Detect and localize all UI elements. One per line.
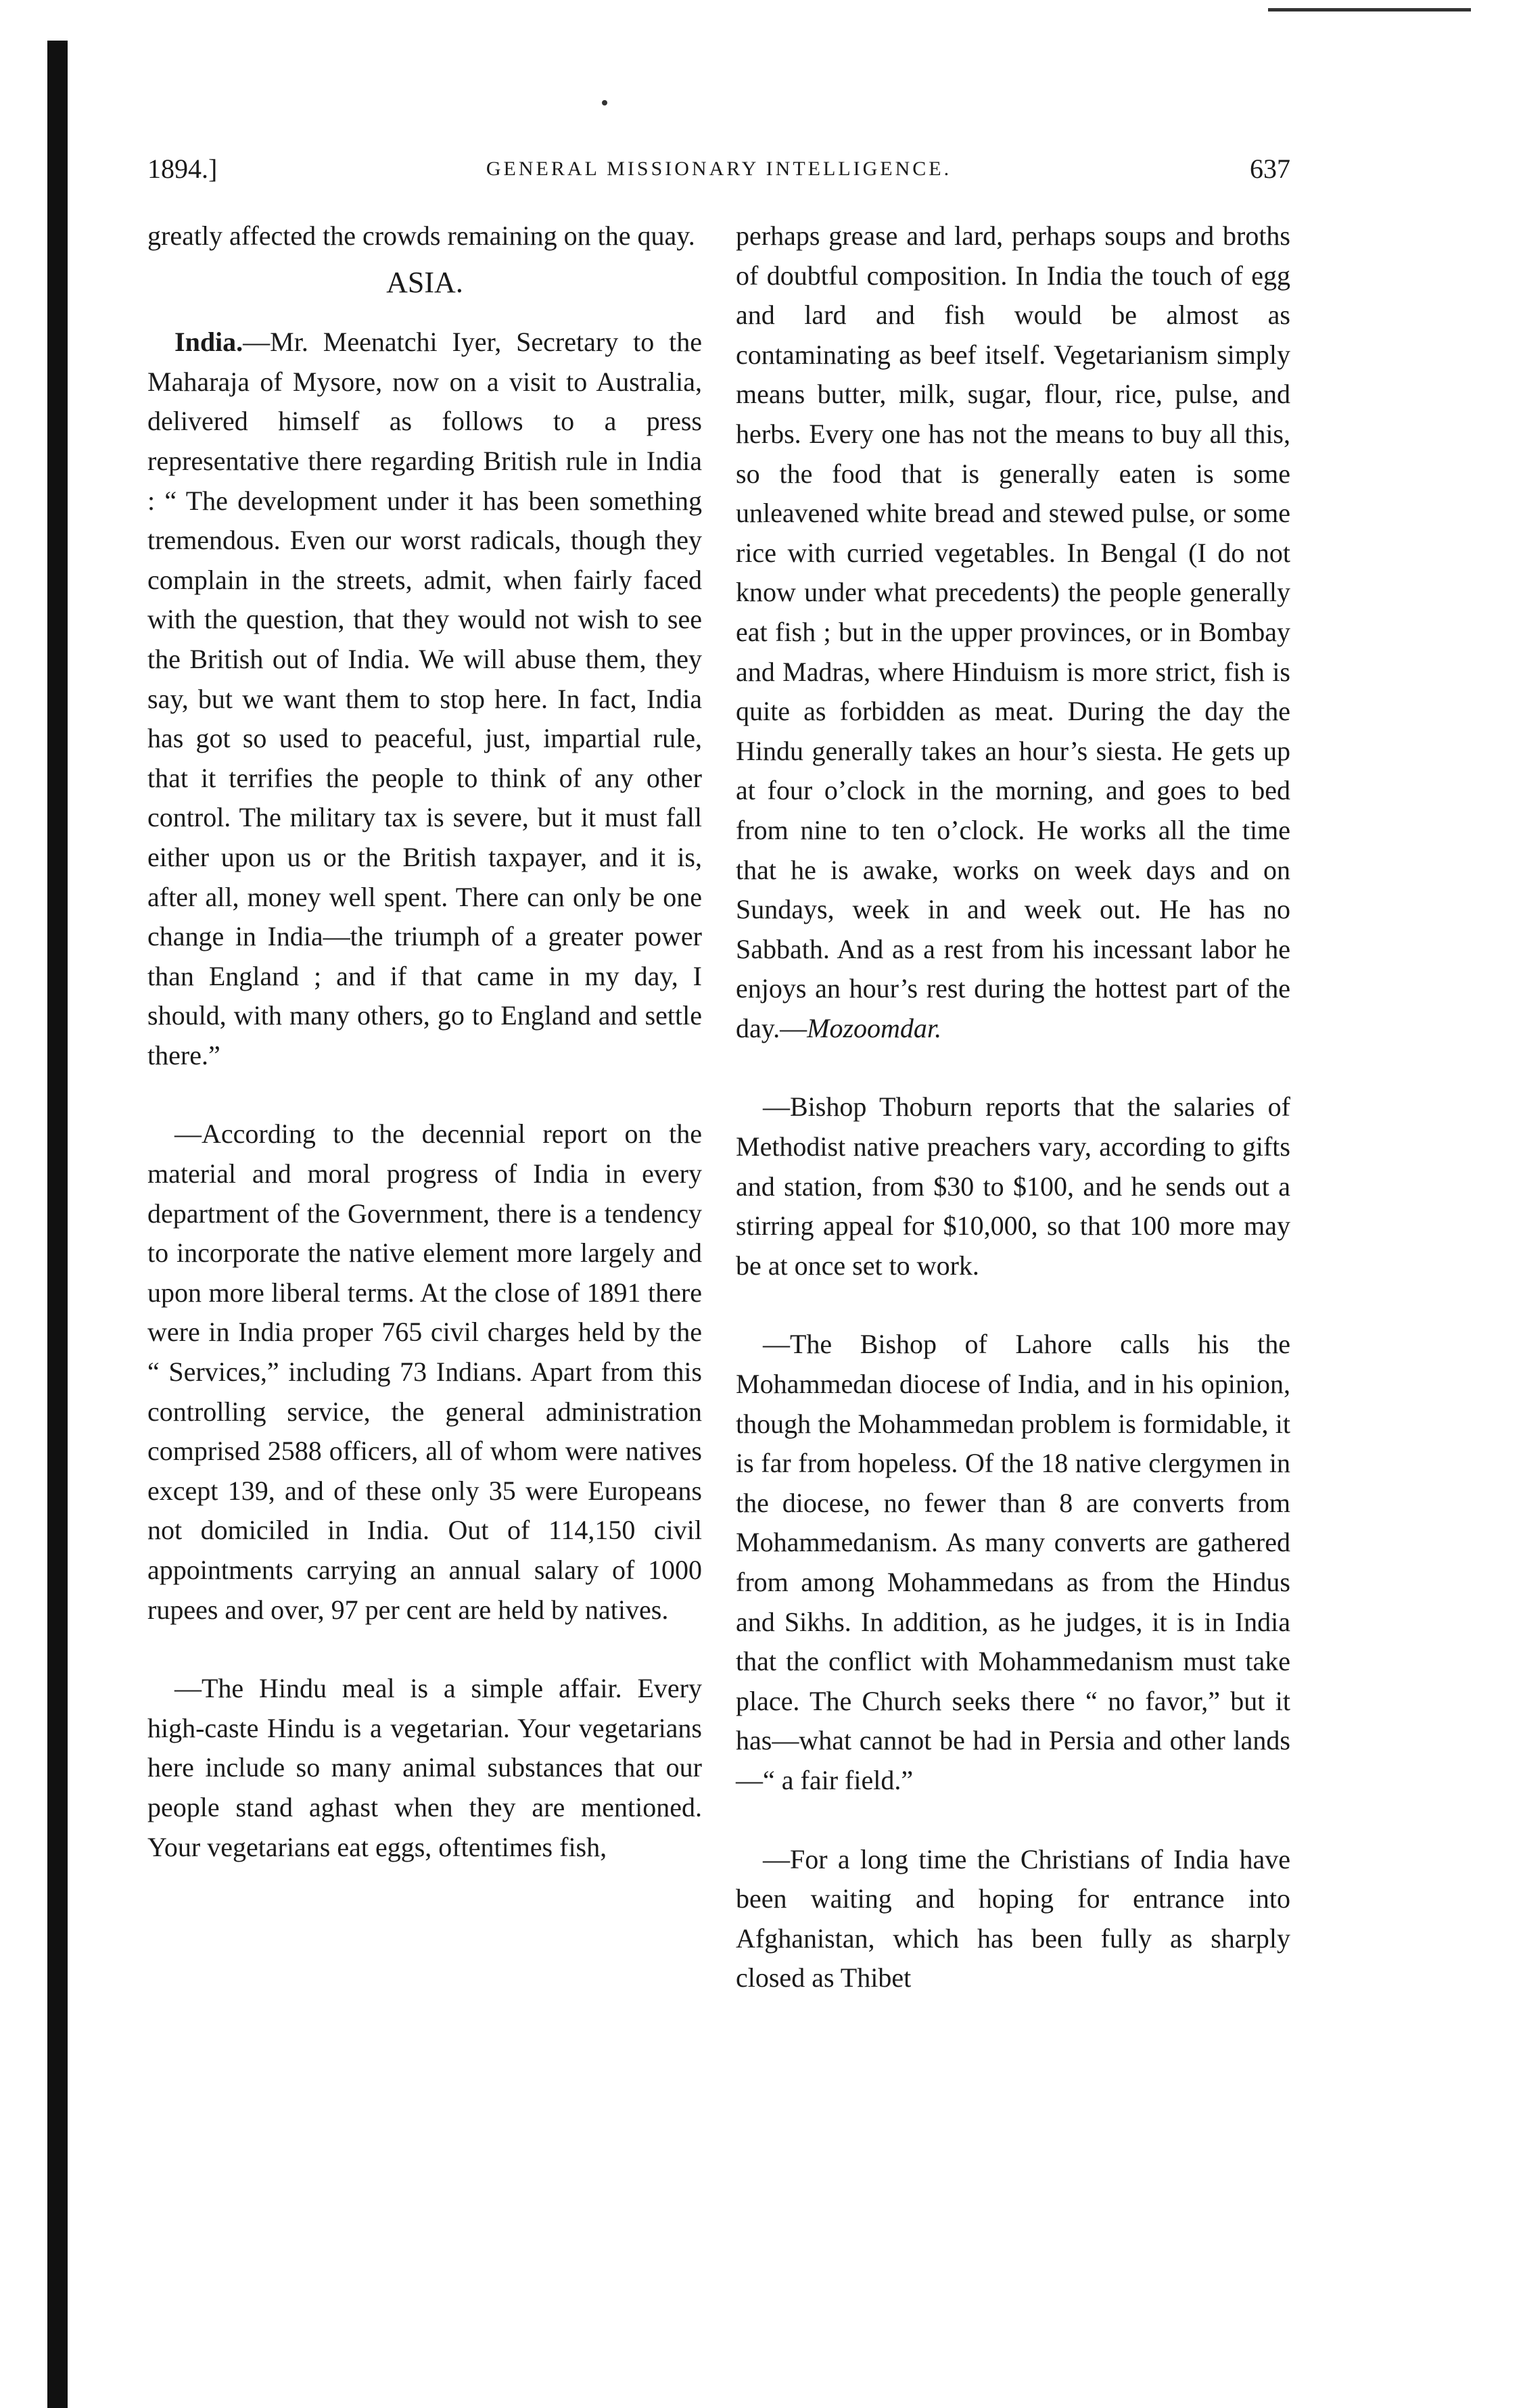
left-column: [147, 216, 702, 1867]
india-runin: India.: [174, 327, 243, 358]
continuation-paragraph: greatly affected the crowds remaining on the quay.: [147, 220, 695, 251]
india-text: —Mr. Meenatchi Iyer, Secretary to the Maharaja of Mysore, now on a visit to Australia, delivered himself as follows to a press representative there regarding British rule in India : “ The development under it has been something tremendous. Even our worst radicals, though they complain in the streets, admit, when fairly faced with the question, that they would not wish to see the British out of India. We will abuse them, they say, but we want them to stop here. In fact, India has got so used to peaceful, just, impartial rule, that it terrifies the people to think of any other control. The military tax is severe, but it must fall either upon us or the British taxpayer, and it is, after all, money well spent. There can only be one change in India—the triumph of a greater power than England ; and if that came in my day, I should, with many others, go to England and settle there.”: [147, 327, 702, 1070]
lahore-paragraph: —The Bishop of Lahore calls his the Mohammedan diocese of India, and in his opinion, though the Mohammedan problem is formidable, it is far from hopeless. Of the 18 native clergymen in the diocese, no fewer than 8 are converts from Mohammedanism. As many converts are gathered from among Mohammedans as from the Hindus and Sikhs. In addition, as he judges, it is in India that the conflict with Mohammedanism must take place. The Church seeks there “ no favor,” but it has—what cannot be had in Persia and other lands—“ a fair field.”: [736, 1329, 1290, 1795]
running-header: [147, 149, 1290, 189]
scan-speck: [602, 100, 607, 105]
india-paragraph: [147, 323, 702, 1075]
mozoomdar-signature: Mozoomdar.: [807, 1012, 942, 1043]
scan-edge-shadow: [47, 41, 68, 2408]
scan-corner-rule: [1268, 8, 1471, 11]
right-column: [736, 216, 1290, 1998]
hindu-meal-cont-text: perhaps grease and lard, perhaps soups and broths of doubtful composition. In India the touch of egg and lard and fish would be almost as contaminating as beef itself. Vegetarianism simply means butter, milk, sugar, flour, rice, pulse, and herbs. Every one has not the means to buy all this, so the food that is generally eaten is some unleavened white bread and stewed pulse, or some rice with curried vegetables. In Bengal (I do not know under what precedents) the people generally eat fish ; but in the upper provinces, or in Bombay and Madras, where Hinduism is more strict, fish is quite as forbidden as meat. During the day the Hindu generally takes an hour’s siesta. He gets up at four o’clock in the morning, and goes to bed from nine to ten o’clock. He works all the time that he is awake, works on week days and on Sundays, week in and week out. He has no Sabbath. And as a rest from his incessant labor he enjoys an hour’s rest during the hottest part of the day.—: [736, 220, 1290, 1043]
header-year: 1894.]: [147, 154, 218, 184]
section-heading-asia: ASIA.: [386, 265, 463, 299]
header-running-title: GENERAL MISSIONARY INTELLIGENCE.: [486, 158, 952, 180]
hindu-meal-paragraph: —The Hindu meal is a simple affair. Every high-caste Hindu is a vegetarian. Your vegetarians here include so many animal substances that our people stand aghast when they are mentioned. Your vegetarians eat eggs, oftentimes fish,: [147, 1673, 702, 1862]
header-page-number: 637: [1250, 154, 1290, 184]
thoburn-paragraph: —Bishop Thoburn reports that the salaries of Methodist native preachers vary, according to gifts and station, from $30 to $100, and he sends out a stirring appeal for $10,000, so that 100 more may be at once set to work.: [736, 1091, 1290, 1281]
afghanistan-paragraph: —For a long time the Christians of India have been waiting and hoping for entrance into Afghanistan, which has been fully as sharply closed as Thibet: [736, 1843, 1290, 1993]
decennial-report-paragraph: —According to the decennial report on the material and moral progress of India in every department of the Government, there is a tendency to incorporate the native element more largely and upon more liberal terms. At the close of 1891 there were in India proper 765 civil charges held by the “ Services,” including 73 Indians. Apart from this controlling service, the general administration comprised 2588 officers, all of whom were natives except 139, and of these only 35 were Europeans not domiciled in India. Out of 114,150 civil appointments carrying an annual salary of 1000 rupees and over, 97 per cent are held by natives.: [147, 1118, 702, 1625]
hindu-meal-continued: [736, 216, 1290, 1048]
